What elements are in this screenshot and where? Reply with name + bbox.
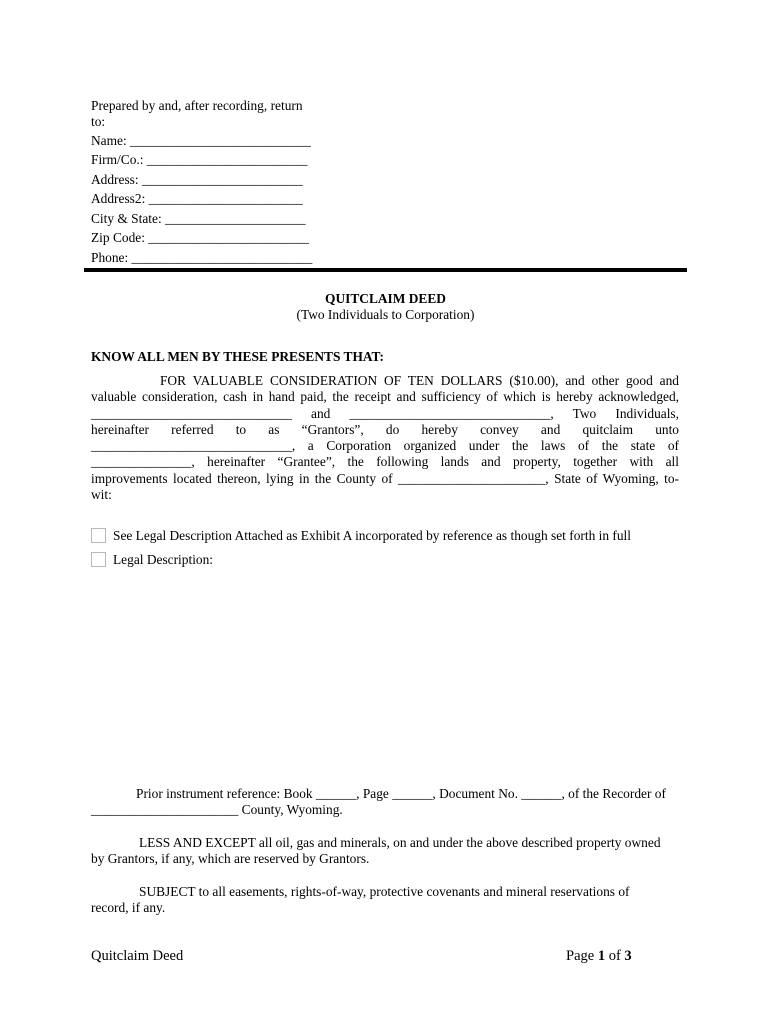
grantee-state-line[interactable]: _______________, hereinafter “Grantee”, the following lands and property, together with all bbox=[91, 454, 679, 470]
footer-title: Quitclaim Deed bbox=[91, 948, 184, 964]
consideration-line-2: valuable consideration, cash in hand paid, the receipt and sufficiency of which is hereby acknowledged, bbox=[91, 389, 679, 405]
subject-line-2: record, if any. bbox=[91, 900, 166, 915]
grantors-names-line[interactable]: ______________________________ and ______________________________, Two Individuals, bbox=[91, 405, 679, 421]
name-field[interactable]: Name: ___________________________ bbox=[91, 133, 311, 148]
less-except-line-1: LESS AND EXCEPT all oil, gas and minerals, on and under the above described property owned bbox=[139, 835, 661, 850]
document-title: QUITCLAIM DEED bbox=[325, 291, 446, 306]
document-subtitle: (Two Individuals to Corporation) bbox=[296, 307, 475, 322]
page-of: of bbox=[605, 948, 625, 964]
phone-field[interactable]: Phone: ___________________________ bbox=[91, 250, 313, 265]
header-divider bbox=[84, 268, 687, 272]
city-state-field[interactable]: City & State: _____________________ bbox=[91, 211, 306, 226]
legal-description-label: Legal Description: bbox=[113, 552, 214, 567]
page-prefix: Page bbox=[566, 948, 598, 964]
prepared-by-line-1: Prepared by and, after recording, return bbox=[91, 98, 303, 113]
consideration-line-8: wit: bbox=[91, 487, 112, 503]
prior-instrument-line-2[interactable]: ______________________ County, Wyoming. bbox=[91, 802, 343, 817]
county-line[interactable]: improvements located thereon, lying in the County of ______________________, State of Wyoming, to- bbox=[91, 470, 679, 486]
page-number bbox=[566, 948, 632, 964]
prepared-by-line-2: to: bbox=[91, 114, 106, 129]
firm-field[interactable]: Firm/Co.: ________________________ bbox=[91, 152, 308, 167]
grantee-name-line[interactable]: ______________________________, a Corporation organized under the laws of the state of bbox=[91, 438, 679, 454]
consideration-line-4: hereinafter referred to as “Grantors”, do hereby convey and quitclaim unto bbox=[91, 421, 679, 437]
subject-line-1: SUBJECT to all easements, rights-of-way, protective covenants and mineral reservations of bbox=[139, 884, 630, 899]
exhibit-a-label: See Legal Description Attached as Exhibit A incorporated by reference as though set forth in full bbox=[113, 528, 631, 543]
page-total: 3 bbox=[624, 948, 632, 964]
exhibit-a-checkbox[interactable] bbox=[91, 528, 106, 543]
legal-description-checkbox[interactable] bbox=[91, 552, 106, 567]
consideration-line-1: FOR VALUABLE CONSIDERATION OF TEN DOLLARS ($10.00), and other good and bbox=[91, 373, 679, 388]
intro-heading: KNOW ALL MEN BY THESE PRESENTS THAT: bbox=[91, 349, 384, 364]
zip-code-field[interactable]: Zip Code: ________________________ bbox=[91, 230, 309, 245]
consideration-paragraph bbox=[91, 373, 679, 503]
prior-instrument-line-1[interactable]: Prior instrument reference: Book ______, Page ______, Document No. ______, of the Recorder of bbox=[136, 786, 666, 801]
address-field[interactable]: Address: ________________________ bbox=[91, 172, 303, 187]
page-current: 1 bbox=[597, 948, 606, 964]
address2-field[interactable]: Address2: _______________________ bbox=[91, 191, 303, 206]
less-except-line-2: by Grantors, if any, which are reserved by Grantors. bbox=[91, 851, 370, 866]
